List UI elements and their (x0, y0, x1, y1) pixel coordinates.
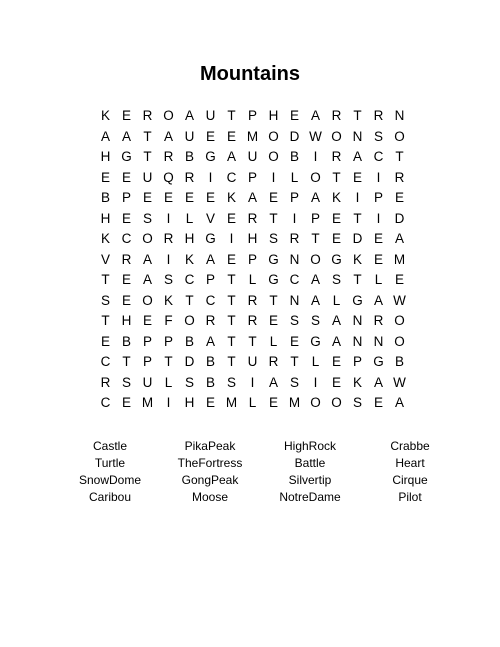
grid-letter: H (121, 313, 132, 329)
grid-letter: D (352, 231, 363, 247)
grid-letter: G (352, 292, 363, 308)
grid-letter: I (292, 210, 297, 226)
grid-letter: H (100, 210, 111, 226)
grid-letter: N (289, 251, 300, 267)
grid-letter: E (205, 190, 215, 206)
grid-letter: S (289, 374, 299, 390)
grid-letter: R (163, 231, 174, 247)
grid-letter: E (142, 313, 152, 329)
grid-letter: L (164, 374, 173, 390)
grid-letter: T (395, 149, 404, 165)
grid-letter: P (373, 190, 383, 206)
grid-letter: P (121, 190, 131, 206)
grid-letter: I (271, 169, 276, 185)
puzzle-title: Mountains (200, 63, 300, 85)
grid-letter: N (352, 333, 363, 349)
grid-letter: D (289, 128, 300, 144)
grid-letter: E (268, 313, 278, 329)
grid-letter: E (373, 251, 383, 267)
grid-letter: S (100, 292, 110, 308)
grid-letter: O (163, 108, 174, 124)
grid-letter: T (227, 313, 236, 329)
grid-letter: G (331, 251, 342, 267)
grid-letter: T (164, 354, 173, 370)
grid-letter: B (205, 354, 215, 370)
grid-letter: H (100, 149, 111, 165)
grid-letter: P (205, 272, 215, 288)
grid-letter: O (268, 128, 279, 144)
grid-letter: A (310, 108, 320, 124)
word-item: Pilot (398, 490, 422, 504)
grid-letter: S (184, 374, 194, 390)
grid-letter: A (310, 190, 320, 206)
grid-letter: L (332, 292, 341, 308)
grid-letter: R (205, 313, 216, 329)
grid-letter: B (121, 333, 131, 349)
grid-letter: B (394, 354, 404, 370)
grid-letter: T (101, 313, 110, 329)
grid-letter: E (121, 292, 131, 308)
grid-letter: U (142, 169, 153, 185)
grid-letter: T (353, 210, 362, 226)
grid-letter: S (373, 128, 383, 144)
grid-row (95, 106, 410, 127)
word-item: NotreDame (279, 490, 341, 504)
grid-letter: E (373, 231, 383, 247)
word-row (60, 438, 460, 455)
word-item: PikaPeak (184, 439, 236, 453)
word-item: Castle (92, 439, 127, 453)
grid-letter: O (268, 149, 279, 165)
grid-letter: R (100, 374, 111, 390)
grid-letter: O (331, 128, 342, 144)
grid-letter: L (311, 354, 320, 370)
letter-grid (95, 106, 410, 414)
grid-letter: N (289, 292, 300, 308)
grid-letter: S (163, 272, 173, 288)
grid-letter: E (226, 128, 236, 144)
grid-letter: R (331, 108, 342, 124)
grid-letter: E (163, 190, 173, 206)
grid-letter: S (352, 395, 362, 411)
grid-letter: K (184, 251, 194, 267)
grid-letter: L (290, 169, 299, 185)
word-item: Battle (294, 456, 326, 470)
grid-letter: T (311, 231, 320, 247)
grid-letter: H (268, 108, 279, 124)
grid-letter: P (247, 169, 257, 185)
grid-letter: S (310, 313, 320, 329)
grid-letter: K (226, 190, 236, 206)
grid-letter: P (142, 333, 152, 349)
grid-letter: S (289, 313, 299, 329)
grid-letter: E (373, 395, 383, 411)
grid-row (95, 250, 410, 271)
grid-letter: T (122, 354, 131, 370)
grid-letter: R (373, 313, 384, 329)
grid-letter: E (121, 395, 131, 411)
word-item: Crabbe (390, 439, 430, 453)
grid-letter: C (184, 272, 195, 288)
grid-letter: N (352, 313, 363, 329)
word-item: Turtle (94, 456, 126, 470)
word-item: SnowDome (78, 473, 142, 487)
grid-letter: O (310, 251, 321, 267)
grid-letter: A (331, 313, 341, 329)
grid-letter: A (373, 292, 383, 308)
grid-letter: U (184, 128, 195, 144)
grid-letter: N (373, 333, 384, 349)
grid-letter: A (142, 272, 152, 288)
grid-letter: B (205, 374, 215, 390)
grid-letter: T (185, 292, 194, 308)
grid-letter: E (331, 210, 341, 226)
grid-letter: G (205, 149, 216, 165)
grid-letter: E (394, 272, 404, 288)
grid-letter: G (121, 149, 132, 165)
grid-letter: A (331, 333, 341, 349)
grid-row (95, 332, 410, 353)
grid-letter: O (394, 313, 405, 329)
grid-letter: G (373, 354, 384, 370)
grid-letter: P (352, 354, 362, 370)
grid-letter: I (376, 210, 381, 226)
grid-letter: P (247, 251, 257, 267)
grid-letter: W (393, 292, 406, 308)
grid-letter: M (246, 128, 259, 144)
grid-letter: L (248, 395, 257, 411)
grid-letter: I (313, 149, 318, 165)
grid-letter: C (100, 354, 111, 370)
grid-letter: V (100, 251, 110, 267)
word-row (60, 472, 460, 489)
grid-letter: S (331, 272, 341, 288)
grid-letter: E (184, 190, 194, 206)
grid-row (95, 127, 410, 148)
grid-letter: R (268, 354, 279, 370)
grid-letter: E (289, 108, 299, 124)
grid-letter: K (163, 292, 173, 308)
grid-letter: I (355, 190, 360, 206)
grid-letter: K (100, 231, 110, 247)
grid-row (95, 352, 410, 373)
grid-letter: E (100, 333, 110, 349)
grid-letter: V (205, 210, 215, 226)
grid-letter: E (226, 210, 236, 226)
word-list (60, 438, 460, 506)
grid-letter: R (289, 231, 300, 247)
grid-letter: E (268, 395, 278, 411)
grid-letter: Q (163, 169, 174, 185)
grid-letter: P (310, 210, 320, 226)
grid-letter: I (229, 231, 234, 247)
grid-letter: A (226, 149, 236, 165)
grid-letter: O (331, 395, 342, 411)
grid-letter: A (310, 292, 320, 308)
grid-letter: B (184, 149, 194, 165)
grid-letter: U (142, 374, 153, 390)
grid-letter: K (100, 108, 110, 124)
grid-letter: I (250, 374, 255, 390)
grid-letter: B (289, 149, 299, 165)
grid-letter: O (184, 313, 195, 329)
grid-row (95, 188, 410, 209)
grid-letter: H (184, 395, 195, 411)
grid-letter: A (163, 128, 173, 144)
grid-letter: O (310, 395, 321, 411)
grid-letter: M (393, 251, 406, 267)
grid-letter: T (227, 354, 236, 370)
word-item: TheFortress (177, 456, 243, 470)
grid-letter: A (205, 251, 215, 267)
grid-letter: K (352, 374, 362, 390)
word-item: Heart (395, 456, 425, 470)
grid-letter: C (289, 272, 300, 288)
grid-letter: U (205, 108, 216, 124)
grid-letter: M (288, 395, 301, 411)
grid-letter: U (247, 354, 258, 370)
grid-letter: A (247, 190, 257, 206)
grid-letter: G (268, 251, 279, 267)
grid-letter: C (373, 149, 384, 165)
grid-letter: P (289, 190, 299, 206)
grid-letter: P (163, 333, 173, 349)
grid-row (95, 147, 410, 168)
grid-letter: M (225, 395, 238, 411)
grid-letter: T (290, 354, 299, 370)
grid-letter: P (142, 354, 152, 370)
grid-letter: D (394, 210, 405, 226)
grid-letter: S (142, 210, 152, 226)
grid-letter: A (310, 272, 320, 288)
grid-letter: E (121, 169, 131, 185)
grid-letter: T (353, 272, 362, 288)
grid-letter: I (208, 169, 213, 185)
grid-letter: L (185, 210, 194, 226)
grid-row (95, 168, 410, 189)
grid-letter: R (247, 292, 258, 308)
grid-letter: B (100, 190, 110, 206)
grid-letter: C (121, 231, 132, 247)
grid-letter: E (268, 190, 278, 206)
grid-letter: L (374, 272, 383, 288)
grid-letter: R (247, 210, 258, 226)
grid-letter: E (331, 374, 341, 390)
grid-letter: C (205, 292, 216, 308)
grid-letter: T (143, 128, 152, 144)
grid-letter: A (184, 108, 194, 124)
grid-letter: T (227, 272, 236, 288)
grid-letter: H (184, 231, 195, 247)
grid-letter: K (352, 251, 362, 267)
grid-letter: O (142, 231, 153, 247)
word-item: Moose (191, 490, 229, 504)
grid-letter: O (142, 292, 153, 308)
grid-letter: F (164, 313, 173, 329)
grid-letter: T (353, 108, 362, 124)
grid-letter: R (184, 169, 195, 185)
grid-letter: T (143, 149, 152, 165)
word-row (60, 455, 460, 472)
grid-letter: T (227, 333, 236, 349)
grid-letter: A (373, 374, 383, 390)
grid-letter: P (247, 108, 257, 124)
grid-letter: R (121, 251, 132, 267)
word-item: GongPeak (181, 473, 239, 487)
grid-letter: A (121, 128, 131, 144)
grid-letter: R (163, 149, 174, 165)
grid-letter: H (247, 231, 258, 247)
grid-letter: E (121, 210, 131, 226)
grid-letter: W (309, 128, 322, 144)
grid-letter: O (394, 128, 405, 144)
word-item: Silvertip (288, 473, 332, 487)
grid-letter: E (121, 108, 131, 124)
grid-letter: C (226, 169, 237, 185)
grid-letter: E (100, 169, 110, 185)
grid-letter: I (166, 210, 171, 226)
grid-row (95, 229, 410, 250)
grid-letter: E (352, 169, 362, 185)
grid-letter: E (205, 128, 215, 144)
word-item: Caribou (88, 490, 132, 504)
grid-row (95, 291, 410, 312)
grid-letter: G (205, 231, 216, 247)
grid-letter: T (248, 333, 257, 349)
grid-letter: S (268, 231, 278, 247)
grid-letter: R (331, 149, 342, 165)
grid-letter: O (310, 169, 321, 185)
word-item: HighRock (283, 439, 337, 453)
grid-row (95, 373, 410, 394)
grid-letter: W (393, 374, 406, 390)
grid-letter: N (394, 108, 405, 124)
grid-letter: A (352, 149, 362, 165)
grid-letter: E (142, 190, 152, 206)
grid-letter: R (142, 108, 153, 124)
grid-letter: I (376, 169, 381, 185)
grid-letter: E (331, 231, 341, 247)
grid-letter: T (332, 169, 341, 185)
grid-letter: G (268, 272, 279, 288)
grid-letter: I (313, 374, 318, 390)
grid-letter: E (394, 190, 404, 206)
grid-letter: N (352, 128, 363, 144)
grid-letter: A (142, 251, 152, 267)
grid-letter: R (247, 313, 258, 329)
grid-letter: A (394, 231, 404, 247)
grid-letter: I (166, 251, 171, 267)
grid-letter: L (269, 333, 278, 349)
grid-letter: D (184, 354, 195, 370)
grid-letter: T (227, 108, 236, 124)
grid-letter: K (331, 190, 341, 206)
grid-letter: A (268, 374, 278, 390)
grid-letter: G (310, 333, 321, 349)
grid-letter: T (269, 210, 278, 226)
word-row (60, 489, 460, 506)
grid-row (95, 209, 410, 230)
word-item: Cirque (392, 473, 428, 487)
grid-letter: S (226, 374, 236, 390)
grid-letter: E (205, 395, 215, 411)
grid-letter: T (269, 292, 278, 308)
grid-row (95, 270, 410, 291)
grid-letter: A (394, 395, 404, 411)
grid-letter: M (141, 395, 154, 411)
grid-letter: E (226, 251, 236, 267)
grid-letter: U (247, 149, 258, 165)
grid-row (95, 393, 410, 414)
grid-letter: B (184, 333, 194, 349)
grid-letter: S (121, 374, 131, 390)
grid-letter: R (373, 108, 384, 124)
grid-letter: L (248, 272, 257, 288)
grid-letter: O (394, 333, 405, 349)
grid-letter: T (101, 272, 110, 288)
grid-letter: C (100, 395, 111, 411)
grid-letter: E (331, 354, 341, 370)
grid-letter: A (205, 333, 215, 349)
grid-row (95, 311, 410, 332)
grid-letter: E (121, 272, 131, 288)
grid-letter: R (394, 169, 405, 185)
grid-letter: T (227, 292, 236, 308)
grid-letter: A (100, 128, 110, 144)
grid-letter: E (289, 333, 299, 349)
grid-letter: I (166, 395, 171, 411)
